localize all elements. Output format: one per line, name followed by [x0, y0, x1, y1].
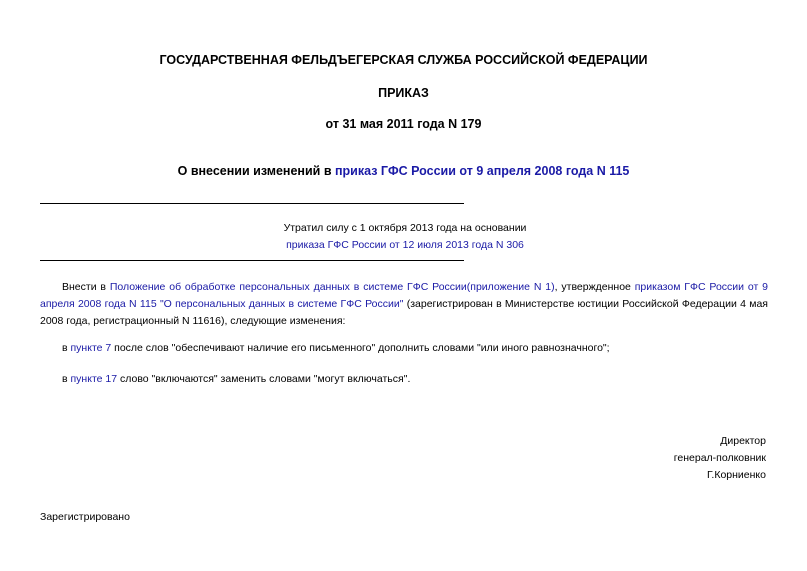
paragraph-3	[40, 371, 768, 388]
regulation-link[interactable]: Положение об обработке персональных данных в системе ГФС России	[109, 281, 467, 293]
signature-name: Г.Корниенко	[707, 469, 766, 481]
clause-17-link[interactable]: пункте 17	[70, 373, 118, 385]
p1-text-1: Внести в	[62, 281, 110, 293]
appendix-link[interactable]: (приложение N 1)	[466, 281, 555, 293]
signature-rank: генерал-полковник	[673, 452, 766, 464]
p3-text-2: слово "включаются" заменить словами "могут включаться".	[117, 373, 411, 385]
subject-link[interactable]: приказ ГФС России от 9 апреля 2008 года N 115	[334, 164, 630, 178]
signature-block	[674, 433, 766, 484]
divider-top	[40, 203, 464, 204]
p1-text-3: (зарегистрирован в Министерстве юстиции Российской Федерации 4 мая 2008 года, регистрационный N 11616), следующие изменения:	[40, 298, 768, 327]
p1-text-2: , утвержденное	[554, 281, 635, 293]
order-link[interactable]: приказом ГФС России от 9 апреля 2008 года N 115 "О персональных данных в системе ГФС России"	[40, 281, 769, 310]
signature-position: Директор	[720, 435, 766, 447]
repeal-link[interactable]: приказа ГФС России от 12 июля 2013 года N 306	[286, 239, 524, 251]
p2-text-2: после слов "обеспечивают наличие его письменного" дополнить словами "или иного равнозначного";	[111, 342, 610, 354]
paragraph-2	[40, 340, 768, 357]
document-subject	[0, 164, 807, 178]
repeal-text: Утратил силу с 1 октября 2013 года на основании	[283, 222, 527, 234]
organization-title: ГОСУДАРСТВЕННАЯ ФЕЛЬДЪЕГЕРСКАЯ СЛУЖБА РОССИЙСКОЙ ФЕДЕРАЦИИ	[159, 53, 648, 67]
repeal-note	[240, 220, 570, 254]
subject-prefix: О внесении изменений в	[177, 164, 335, 178]
divider-bottom	[40, 260, 464, 261]
paragraph-1	[40, 279, 768, 330]
document-type: ПРИКАЗ	[378, 86, 429, 100]
p3-text-1: в	[62, 373, 71, 385]
document-date: от 31 мая 2011 года N 179	[325, 117, 482, 131]
p2-text-1: в	[62, 342, 71, 354]
clause-7-link[interactable]: пункте 7	[70, 342, 112, 354]
registered-label: Зарегистрировано	[40, 511, 130, 523]
